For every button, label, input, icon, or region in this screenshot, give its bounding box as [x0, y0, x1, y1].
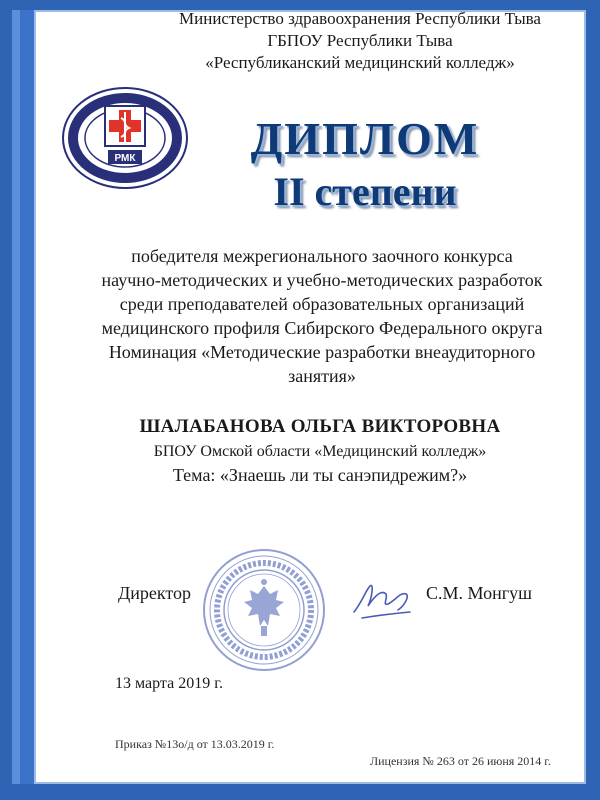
description-line: занятия»: [288, 366, 356, 386]
description-line: Номинация «Методические разработки внеаудиторного: [108, 342, 536, 362]
issuer-line-3: «Республиканский медицинский колледж»: [205, 53, 515, 72]
diploma-degree: II степени: [273, 169, 457, 214]
diploma-description: [62, 244, 582, 388]
issue-date: 13 марта 2019 г.: [115, 675, 223, 692]
description-line: научно-методических и учебно-методических разработок: [101, 270, 543, 290]
issuer-header: [170, 8, 550, 74]
director-signature: [348, 572, 418, 624]
order-number: Приказ №13о/д от 13.03.2019 г.: [115, 737, 275, 751]
description-line: среди преподавателей образовательных организаций: [119, 294, 525, 314]
license-number: Лицензия № 263 от 26 июня 2014 г.: [370, 754, 551, 768]
recipient-name: ШАЛАБАНОВА ОЛЬГА ВИКТОРОВНА: [139, 416, 501, 437]
description-line: победителя межрегионального заочного конкурса: [131, 246, 513, 266]
logo-abbr: РМК: [114, 153, 136, 164]
official-seal: [200, 546, 328, 674]
director-name: С.М. Монгуш: [426, 583, 532, 603]
director-label: Директор: [118, 583, 192, 603]
college-logo: [50, 68, 200, 198]
recipient-organization: БПОУ Омской области «Медицинский колледж»: [153, 443, 487, 460]
issuer-line-2: ГБПОУ Республики Тыва: [267, 31, 453, 50]
recipient-theme: Тема: «Знаешь ли ты санэпидрежим?»: [172, 465, 468, 485]
diploma-title: ДИПЛОМ: [250, 113, 480, 164]
issuer-line-1: Министерство здравоохранения Республики Тыва: [179, 9, 541, 28]
description-line: медицинского профиля Сибирского Федерального округа: [101, 318, 543, 338]
